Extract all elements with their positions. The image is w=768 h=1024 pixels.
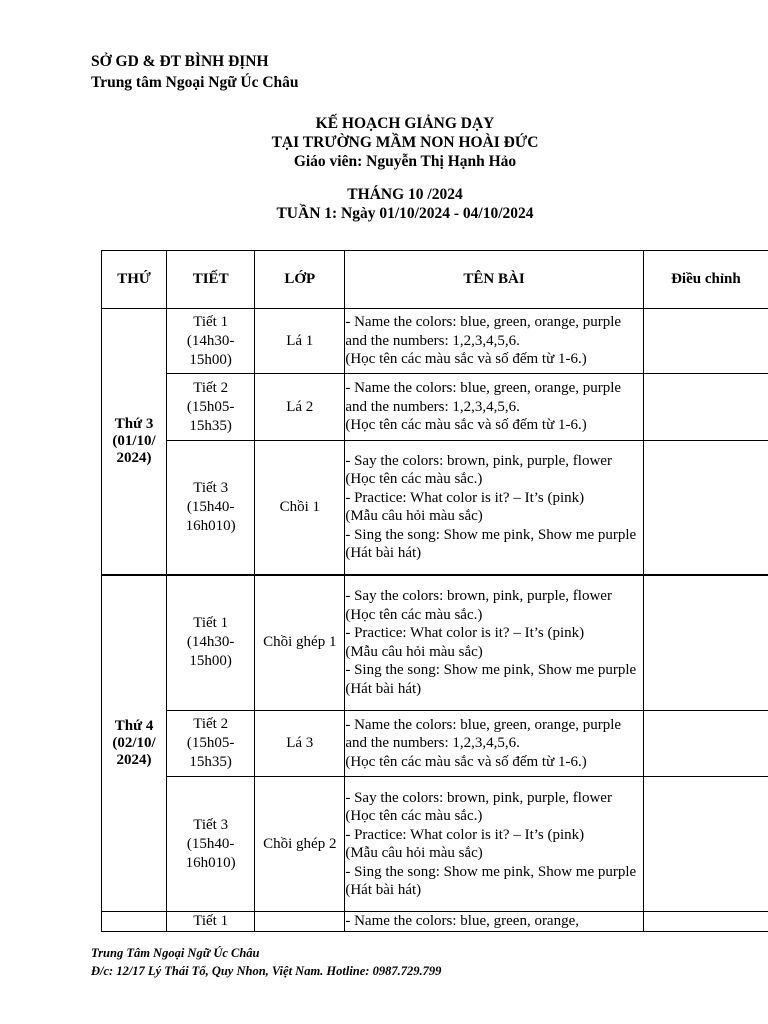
adjustment-cell: [643, 711, 768, 777]
class-cell: Lá 2: [255, 374, 345, 441]
lesson-line: (Mẫu câu hỏi màu sắc): [345, 508, 483, 525]
day-cell: [102, 575, 167, 912]
period-cell: [167, 711, 255, 777]
period-label: Tiết 2: [193, 379, 229, 396]
lesson-cell: [345, 374, 643, 441]
lesson-line: (Học tên các màu sắc.): [345, 808, 483, 824]
lesson-line: - Sing the song: Show me pink, Show me purple: [345, 526, 637, 543]
day-date: (02/10/: [112, 734, 156, 751]
lesson-line: - Say the colors: brown, pink, purple, flower: [345, 588, 612, 605]
table-row: [102, 374, 768, 441]
lesson-line: - Say the colors: brown, pink, purple, flower: [345, 789, 612, 806]
class-cell: [255, 912, 345, 932]
adjustment-cell: [643, 575, 768, 711]
document-titles: [0, 114, 768, 223]
lesson-line: - Sing the song: Show me pink, Show me purple: [345, 863, 637, 880]
period-time-start: (15h05-: [186, 398, 235, 415]
adjustment-cell: [643, 309, 768, 374]
period-time-start: (15h40-: [186, 835, 235, 852]
page-footer: [91, 944, 441, 980]
lesson-line: (Học tên các màu sắc và số đếm từ 1-6.): [345, 417, 587, 434]
schedule-table: [101, 250, 768, 932]
month-line: THÁNG 10 /2024: [347, 186, 463, 203]
center-name: Trung tâm Ngoại Ngữ Úc Châu: [91, 74, 299, 91]
lesson-line: (Hát bài hát): [345, 882, 422, 898]
lesson-line: - Say the colors: brown, pink, purple, flower: [345, 452, 612, 469]
lesson-cell: [345, 309, 643, 374]
period-cell: [167, 309, 255, 374]
period-label: Tiết 1: [167, 912, 255, 932]
header-lop: LỚP: [255, 251, 345, 309]
period-cell: [167, 777, 255, 912]
header-ten-bai: TÊN BÀI: [345, 251, 643, 309]
lesson-line: - Name the colors: blue, green, orange, purple and the numbers: 1,2,3,4,5,6.: [345, 716, 622, 752]
period-time-end: 15h35): [189, 417, 232, 434]
day-year: 2024): [116, 751, 152, 768]
period-time-start: (14h30-: [186, 332, 235, 349]
week-line: TUẦN 1: Ngày 01/10/2024 - 04/10/2024: [276, 205, 534, 222]
period-time-start: (15h40-: [186, 498, 235, 515]
lesson-cell: [345, 575, 643, 711]
table-row: [102, 441, 768, 575]
lesson-line: (Hát bài hát): [345, 680, 422, 697]
header-tiet: TIẾT: [167, 251, 255, 309]
period-time-end: 16h010): [185, 854, 236, 871]
class-cell: Lá 3: [255, 711, 345, 777]
period-time-start: (15h05-: [186, 735, 235, 751]
period-time-end: 16h010): [185, 517, 236, 534]
day-name: Thứ 3: [114, 415, 154, 432]
lesson-line: (Học tên các màu sắc và số đếm từ 1-6.): [345, 351, 587, 368]
period-time-end: 15h00): [189, 351, 232, 368]
plan-title: KẾ HOẠCH GIẢNG DẠY: [315, 115, 495, 132]
table-row: [102, 309, 768, 374]
footer-address: Đ/c: 12/17 Lý Thái Tổ, Quy Nhon, Việt Nam. Hotline: 0987.729.799: [91, 964, 442, 978]
lesson-line: (Hát bài hát): [345, 545, 422, 562]
class-cell: Chồi 1: [255, 441, 345, 575]
lesson-line: (Học tên các màu sắc.): [345, 471, 483, 488]
lesson-line: (Mẫu câu hỏi màu sắc): [345, 643, 483, 660]
lesson-line: - Name the colors: blue, green, orange,: [345, 912, 643, 932]
table-row: [102, 912, 768, 932]
adjustment-cell: [643, 777, 768, 912]
class-cell: Chồi ghép 1: [255, 575, 345, 711]
lesson-cell: [345, 441, 643, 575]
lesson-cell: [345, 711, 643, 777]
day-date: (01/10/: [112, 432, 156, 449]
adjustment-cell: [643, 912, 768, 932]
period-time-end: 15h00): [189, 653, 232, 670]
class-cell: Lá 1: [255, 309, 345, 374]
table-row: [102, 777, 768, 912]
class-cell: Chồi ghép 2: [255, 777, 345, 912]
period-cell: [167, 374, 255, 441]
department-name: SỞ GD & ĐT BÌNH ĐỊNH: [91, 53, 269, 70]
org-header: [91, 51, 299, 93]
school-title: TẠI TRƯỜNG MẦM NON HOÀI ĐỨC: [271, 134, 539, 151]
lesson-line: (Học tên các màu sắc.): [345, 606, 483, 623]
period-time-start: (14h30-: [186, 634, 235, 651]
period-label: Tiết 1: [193, 313, 229, 330]
footer-center-name: Trung Tâm Ngoại Ngữ Úc Châu: [91, 946, 260, 960]
period-cell: [167, 575, 255, 711]
period-time-end: 15h35): [189, 754, 232, 770]
header-dieu-chinh: Điều chỉnh: [643, 251, 768, 309]
lesson-cell: [345, 777, 643, 912]
lesson-line: - Practice: What color is it? – It’s (pink): [345, 489, 585, 506]
period-cell: [167, 441, 255, 575]
teacher-line: Giáo viên: Nguyễn Thị Hạnh Hảo: [293, 153, 517, 170]
period-label: Tiết 1: [193, 615, 229, 632]
adjustment-cell: [643, 374, 768, 441]
period-label: Tiết 3: [193, 479, 229, 496]
day-name: Thứ 4: [114, 717, 154, 734]
day-year: 2024): [116, 449, 152, 466]
header-thu: THỨ: [102, 251, 167, 309]
lesson-line: - Name the colors: blue, green, orange, purple and the numbers: 1,2,3,4,5,6.: [345, 314, 622, 349]
adjustment-cell: [643, 441, 768, 575]
period-label: Tiết 2: [193, 716, 229, 732]
lesson-line: (Học tên các màu sắc và số đếm từ 1-6.): [345, 753, 587, 770]
lesson-line: - Practice: What color is it? – It’s (pink): [345, 625, 585, 642]
lesson-line: (Mẫu câu hỏi màu sắc): [345, 845, 483, 861]
lesson-line: - Practice: What color is it? – It’s (pink): [345, 826, 585, 843]
title-gap: [0, 171, 768, 185]
lesson-line: - Sing the song: Show me pink, Show me purple: [345, 662, 637, 679]
table-row: [102, 575, 768, 711]
table-row: [102, 711, 768, 777]
period-label: Tiết 3: [193, 816, 229, 833]
day-cell: [102, 912, 167, 932]
day-cell: [102, 309, 167, 575]
table-header-row: [102, 251, 768, 309]
lesson-line: - Name the colors: blue, green, orange, purple and the numbers: 1,2,3,4,5,6.: [345, 380, 622, 415]
